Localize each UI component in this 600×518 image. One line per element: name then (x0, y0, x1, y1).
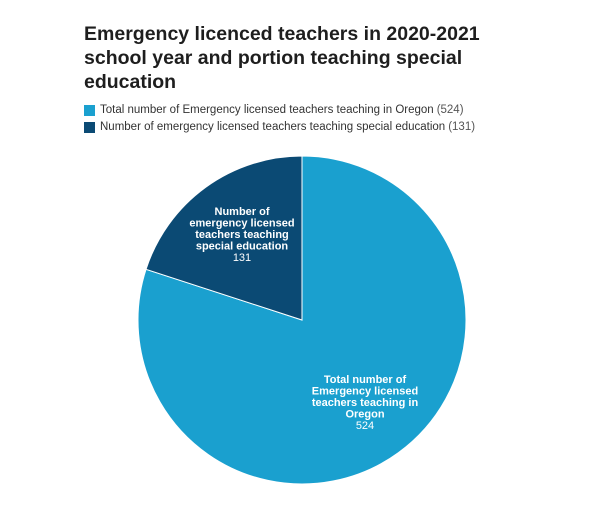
legend-label-total: Total number of Emergency licensed teachers teaching in Oregon (100, 104, 434, 116)
legend-value-special-ed: (131) (448, 121, 476, 133)
slice-label-total: Total number of Emergency licensed teachers teaching in Oregon 524 (311, 374, 419, 432)
legend-label-special-ed: Number of emergency licensed teachers teaching special education (100, 121, 446, 133)
chart-title: Emergency licenced teachers in 2020-2021 school year and portion teaching special education (84, 23, 480, 93)
pie-slices (138, 156, 466, 484)
slice-label-special-ed: Number of emergency licensed teachers teaching special education 131 (189, 206, 295, 264)
slice-value-special-ed: 131 (232, 252, 252, 264)
legend-value-total: (524) (436, 104, 464, 116)
slice-value-total: 524 (355, 420, 375, 432)
